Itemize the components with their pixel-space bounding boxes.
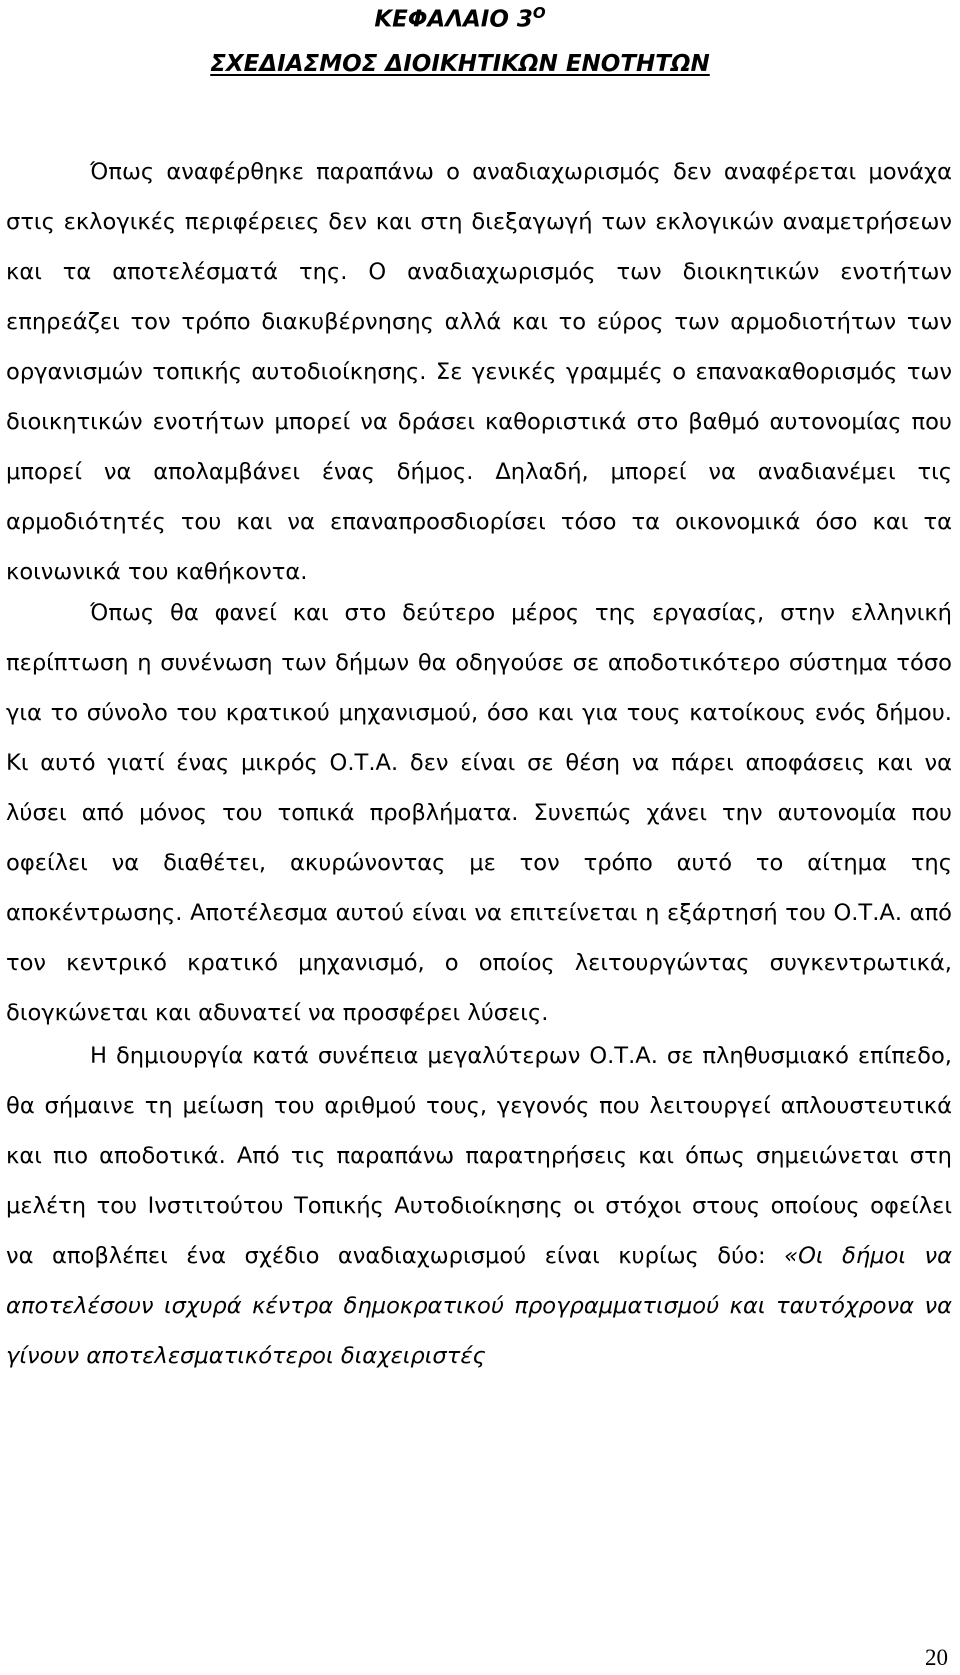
chapter-title-superscript: Ο (532, 4, 546, 22)
chapter-subtitle: ΣΧΕΔΙΑΣΜΟΣ ΔΙΟΙΚΗΤΙΚΩΝ ΕΝΟΤΗΤΩΝ (210, 51, 710, 77)
page-number: 20 (925, 1645, 948, 1670)
quoted-text: «Οι δήμοι να αποτελέσουν ισχυρά κέντρα δημοκρατικού προγραμματισμού και ταυτόχρονα να γίνουν αποτελεσματικότεροι διαχειριστές (6, 1243, 952, 1369)
paragraph-3 (6, 1031, 952, 1381)
chapter-title-text: ΚΕΦΑΛΑΙΟ 3 (374, 6, 533, 33)
chapter-title (0, 4, 940, 33)
paragraph-1: Όπως αναφέρθηκε παραπάνω ο αναδιαχωρισμός δεν αναφέρεται μονάχα στις εκλογικές περιφέρειες δεν και στη διεξαγωγή των εκλογικών αναμετρήσεων και τα αποτελέσματά της. Ο αναδιαχωρισμός των διοικητικών ενοτήτων επηρεάζει τον τρόπο διακυβέρνησης αλλά και το εύρος των αρμοδιοτήτων των οργανισμών τοπικής αυτοδιοίκησης. Σε γενικές γραμμές ο επανακαθορισμός των διοικητικών ενοτήτων μπορεί να δράσει καθοριστικά στο βαθμό αυτονομίας που μπορεί να απολαμβάνει ένας δήμος. Δηλαδή, μπορεί να αναδιανέμει τις αρμοδιότητές του και να επαναπροσδιορίσει τόσο τα οικονομικά όσο και τα κοινωνικά του καθήκοντα. (6, 159, 952, 585)
paragraph-3-text: Η δημιουργία κατά συνέπεια μεγαλύτερων Ο.Τ.Α. σε πληθυσμιακό επίπεδο, θα σήμαινε τη μείωση του αριθμού τους, γεγονός που λειτουργεί απλουστευτικά και πιο αποδοτικά. Από τις παραπάνω παρατηρήσεις και όπως σημειώνεται στη μελέτη του Ινστιτούτου Τοπικής Αυτοδιοίκησης οι στόχοι στους οποίους οφείλει να αποβλέπει ένα σχέδιο αναδιαχωρισμού είναι κυρίως δύο: (6, 1043, 952, 1269)
paragraph-2: Όπως θα φανεί και στο δεύτερο μέρος της εργασίας, στην ελληνική περίπτωση η συνένωση των δήμων θα οδηγούσε σε αποδοτικότερο σύστημα τόσο για το σύνολο του κρατικού μηχανισμού, όσο και για τους κατοίκους ενός δήμου. Κι αυτό γιατί ένας μικρός Ο.Τ.Α. δεν είναι σε θέση να πάρει αποφάσεις και να λύσει από μόνος του τοπικά προβλήματα. Συνεπώς χάνει την αυτονομία που οφείλει να διαθέτει, ακυρώνοντας με τον τρόπο αυτό το αίτημα της αποκέντρωσης. Αποτέλεσμα αυτού είναι να επιτείνεται η εξάρτησή του Ο.Τ.Α. από τον κεντρικό κρατικό μηχανισμό, ο οποίος λειτουργώντας συγκεντρωτικά, διογκώνεται και αδυνατεί να προσφέρει λύσεις. (6, 600, 952, 1026)
